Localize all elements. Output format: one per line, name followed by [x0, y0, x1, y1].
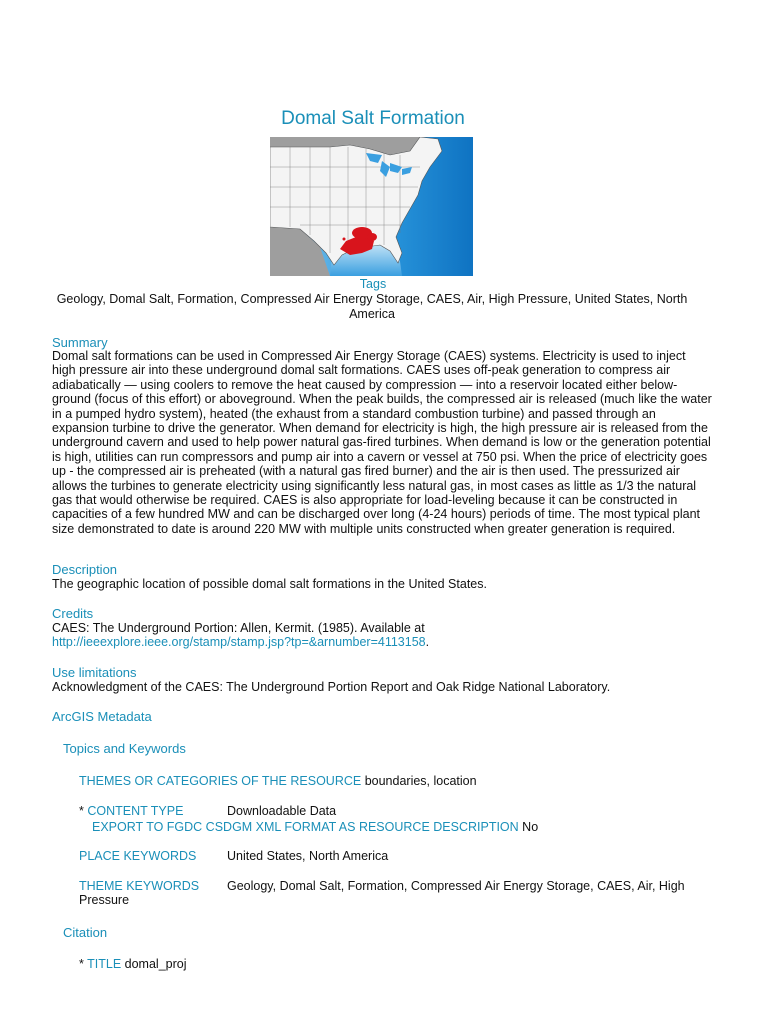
export-row [92, 820, 538, 834]
topics-keywords-heading: Topics and Keywords [63, 741, 186, 756]
content-type-row [79, 804, 579, 818]
credits-link-suffix: . [425, 635, 430, 650]
theme-keywords-row [79, 879, 739, 893]
content-type-label: CONTENT TYPE [87, 804, 184, 818]
citation-title-row [79, 957, 187, 971]
credits-link[interactable]: http://ieeexplore.ieee.org/stamp/stamp.jsp?tp=&arnumber=4113158 [52, 635, 426, 650]
citation-title-label: TITLE [87, 957, 122, 971]
export-label: EXPORT TO FGDC CSDGM XML FORMAT AS RESOURCE DESCRIPTION [92, 820, 519, 834]
use-limitations-heading: Use limitations [52, 665, 137, 680]
salt-formation-map [270, 137, 473, 276]
page-title: Domal Salt Formation [281, 108, 465, 129]
credits-heading: Credits [52, 606, 94, 621]
place-keywords-label: PLACE KEYWORDS [79, 849, 197, 863]
content-type-value: Downloadable Data [227, 804, 337, 818]
citation-heading: Citation [63, 925, 108, 940]
use-limitations-text: Acknowledgment of the CAES: The Underground Portion Report and Oak Ridge National Laboratory. [52, 680, 611, 694]
place-keywords-value: United States, North America [227, 849, 389, 863]
export-value: No [522, 820, 539, 834]
themes-row [79, 774, 477, 788]
theme-keywords-wrap: Pressure [79, 893, 130, 907]
tags-text: Geology, Domal Salt, Formation, Compressed Air Energy Storage, CAES, Air, High Pressure, United States, North America [56, 292, 688, 321]
description-heading: Description [52, 562, 118, 577]
credits-citation: CAES: The Underground Portion: Allen, Kermit. (1985). Available at [52, 621, 425, 635]
citation-title-value: domal_proj [124, 957, 187, 971]
summary-text: Domal salt formations can be used in Compressed Air Energy Storage (CAES) systems. Electricity is used to inject high pressure air into these underground domal salt formations. CAES uses off-peak generation to compress air adiabatically — using coolers to remove the heat caused by compression — into a reservoir located either below-ground (focus of this effort) or aboveground. When the peak builds, the compressed air is released (much like the water in a pumped hydro system), heated (the exhaust from a standard combustion turbine) and passed through an expansion turbine to drive the generator. When demand for electricity is high, the high pressure air is released from the underground cavern and used to help power natural gas-fired turbines. When demand is low or the generation potential is high, utilities can run compressors and pump air into a cavern or vessel at 750 psi. When the price of electricity goes up - the compressed air is preheated (with a natural gas fired burner) and the air is then used. The pressurized air allows the turbines to generate electricity using significantly less natural gas, in most cases as little as 1/3 the natural gas that would otherwise be required. CAES is also appropriate for load-leveling because it can be constructed in capacities of a few hundred MW and can be discharged over long (4-24 hours) periods of time. The most typical plant size demonstrated to date is around 220 MW with multiple units constructed when greater generation is required. [52, 349, 712, 536]
tags-heading: Tags [359, 277, 387, 291]
arcgis-metadata-heading: ArcGIS Metadata [52, 709, 152, 724]
place-keywords-row [79, 849, 579, 863]
required-marker: * [79, 804, 84, 818]
themes-value: boundaries, location [364, 774, 477, 788]
credits-text [52, 621, 712, 650]
description-text: The geographic location of possible domal salt formations in the United States. [52, 577, 487, 591]
themes-label: THEMES OR CATEGORIES OF THE RESOURCE [79, 774, 362, 788]
summary-heading: Summary [52, 335, 108, 350]
theme-keywords-value: Geology, Domal Salt, Formation, Compressed Air Energy Storage, CAES, Air, High [227, 879, 685, 893]
required-marker: * [79, 957, 84, 971]
theme-keywords-label: THEME KEYWORDS [79, 879, 200, 893]
